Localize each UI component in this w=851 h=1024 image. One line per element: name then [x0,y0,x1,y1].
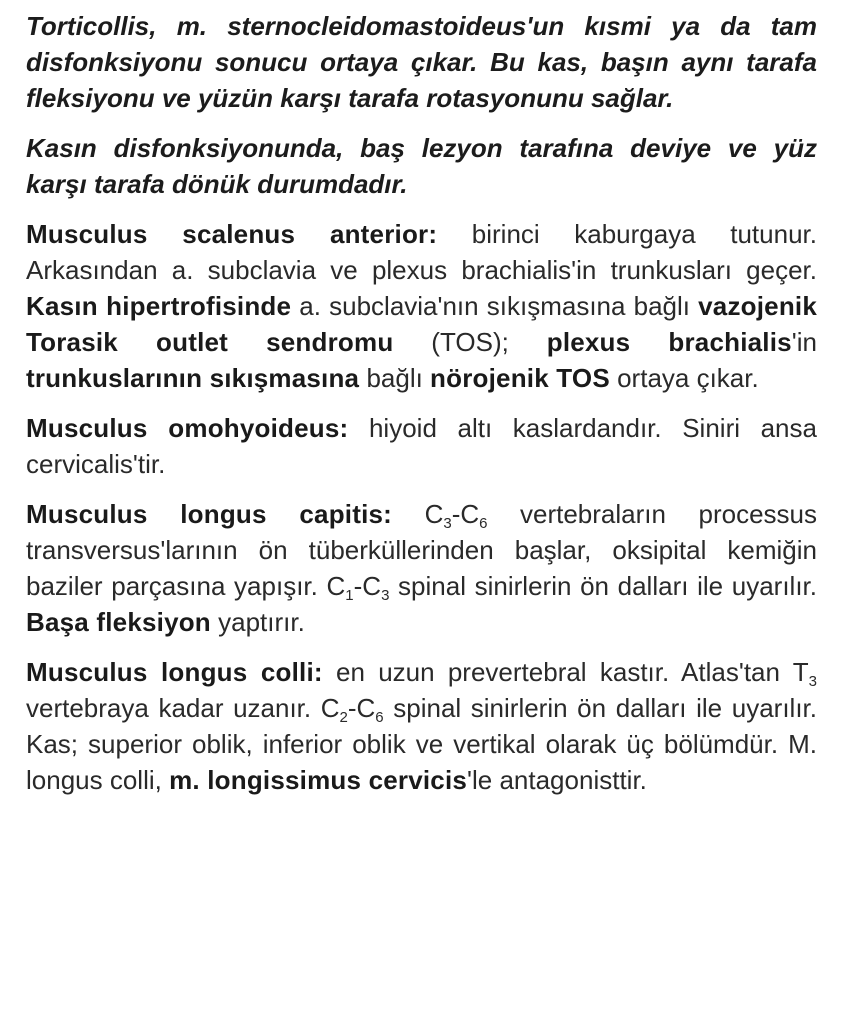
text-run: -C [451,499,480,529]
torticollis-paragraph: Torticollis, m. sternocleidomastoideus'un kısmi ya da tam disfonksiyonu sonucu ortaya çıkar. Bu kas, başın aynı tarafa fleksiyonu ve yüzün karşı tarafa rotasyonunu sağlar. [26,11,817,113]
text-run: -C [347,693,376,723]
subscript: 3 [808,673,817,690]
subscript: 3 [381,587,390,604]
text-run: spinal sinirlerin ön dalları ile uyarılır. Kas; superior oblik, inferior oblik ve vertikal olarak üç bölümdür. M. longus colli, [26,693,817,795]
text-run: spinal sinirlerin ön dalları ile uyarılır. [389,571,817,601]
text-run: yaptırır. [210,607,305,637]
text-run: vertebraya kadar uzanır. C [26,693,340,723]
longus-capitis-term: Musculus longus capitis: [26,499,393,529]
text-run: 'in [791,327,817,357]
omohyoideus-term: Musculus omohyoideus: [26,413,349,443]
subscript: 2 [339,709,348,726]
scalenus-anterior-term: Musculus scalenus anterior: [26,219,438,249]
bold-phrase: vazojenik Torasik outlet sendromu [26,291,817,357]
text-run: en uzun prevertebral kastır. Atlas'tan T [322,657,809,687]
text-run: 'le antagonisttir. [467,765,647,795]
subscript: 3 [443,515,452,532]
text-run: (TOS); [393,327,547,357]
text-run: birinci kaburgaya tutunur. Arkasından a. subclavia ve plexus brachialis'in trunkusları geçer. [26,219,817,285]
bold-phrase: Başa fleksiyon [26,607,211,637]
bold-phrase: nörojenik TOS [430,363,610,393]
longus-colli-term: Musculus longus colli: [26,657,323,687]
bold-phrase: m. longissimus cervicis [169,765,468,795]
bold-phrase: Kasın hipertrofisinde [26,291,292,321]
text-run: -C [353,571,382,601]
dysfunction-paragraph: Kasın disfonksiyonunda, baş lezyon tarafına deviye ve yüz karşı tarafa dönük durumdadır. [26,133,817,199]
text-run: bağlı [359,363,431,393]
bold-phrase: trunkuslarının sıkışmasına [26,363,360,393]
subscript: 6 [479,515,488,532]
text-run: vertebraların processus transversus'larının ön tüberküllerinden başlar, oksipital kemiğin baziler parçasına yapışır. C [26,499,817,601]
scalenus-anterior-paragraph [26,216,817,396]
text-run: a. subclavia'nın sıkışmasına bağlı [291,291,699,321]
longus-capitis-paragraph [26,496,817,640]
subscript: 1 [345,587,354,604]
longus-colli-paragraph [26,654,817,798]
text-run: hiyoid altı kaslardandır. Siniri ansa cervicalis'tir. [26,413,817,479]
bold-phrase: plexus brachialis [546,327,792,357]
omohyoideus-paragraph [26,410,817,482]
text-run: C [392,499,444,529]
subscript: 6 [375,709,384,726]
text-run: ortaya çıkar. [609,363,759,393]
